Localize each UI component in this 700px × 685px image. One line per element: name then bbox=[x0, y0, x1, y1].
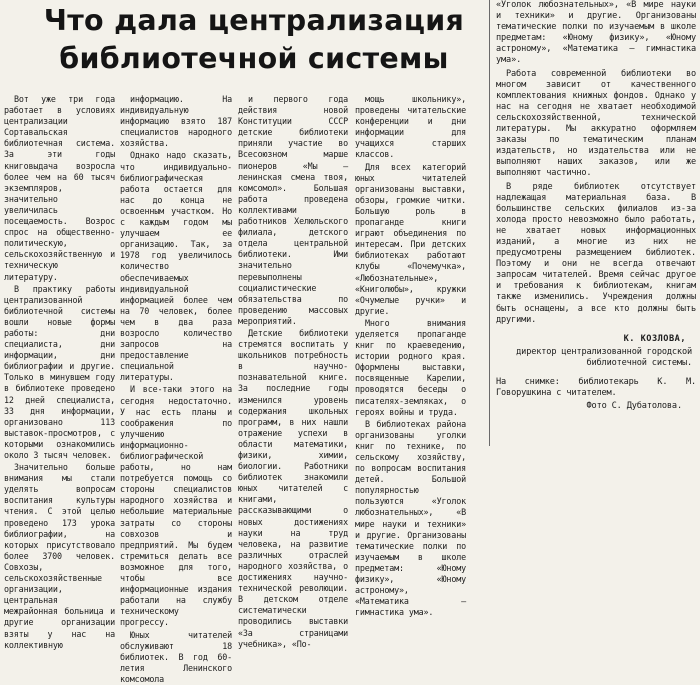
paragraph: Юных читателей обслуживают 18 библиотек. В год 60-летия Ленинского комсомола bbox=[120, 629, 232, 684]
paragraph: Однако надо сказать, что индивидуально-библиографическая работа остается для нас до конца не освоенным участком. Но с каждым годом мы улучшаем ее организацию. Так, за 1978 год увеличилось количество обеспечиваемых индивидуальной информацией более чем на 70 человек, более чем в два раза возросло количество запросов на предоставление специальной литературы. bbox=[120, 150, 232, 383]
paragraph: Много внимания уделяется пропаганде книг по краеведению, истории родного края. Оформлены выставки, посвященные Карелии, проводятся беседы о писателях-земляках, о героях войны и труда. bbox=[355, 317, 466, 417]
headline-line-2: библиотечной системы bbox=[59, 42, 449, 75]
paragraph: Работа современной библиотеки во многом зависит от качественного комплектования книжных фондов. Однако у нас на сегодня не хватает необходимой сельскохозяйственной, технической литературы. Мы аккуратно оформляем заказы по тематическим планам издательств, но издательства или не выполняют наших заказов, или же выполняют частично. bbox=[496, 68, 696, 179]
article-column-4 bbox=[355, 94, 466, 618]
article-headline bbox=[34, 2, 474, 78]
headline-line-1: Что дала централизация bbox=[43, 4, 465, 37]
article-column-1 bbox=[4, 94, 115, 650]
author-position: директор централизованной городской библиотечной системы. bbox=[516, 346, 692, 368]
paragraph: Значительно больше внимания мы стали уделять вопросам воспитания культуры чтения. С этой целью проведено 173 урока библиографии, на которых присутствовало более 3700 человек. Совхозы, сельскохозяйственные организации, центральная межрайонная больница и другие организации взяты у нас на коллективную bbox=[4, 462, 115, 650]
article-column-3 bbox=[238, 94, 348, 649]
paragraph: информацию. На индивидуальную информацию взято 187 специалистов народного хозяйства. bbox=[120, 94, 232, 149]
paragraph: В практику работы централизованной библиотечной системы вошли новые формы работы: дни специалиста, дни информации, дни библиографии и другие. Только в минувшем году в библиотеке проведено 12 дней специалиста, 33 дня информации, организовано 113 выставок-просмотров, с которыми ознакомились около 3 тысяч человек. bbox=[4, 283, 115, 460]
paragraph: И все-таки этого на сегодня недостаточно. У нас есть планы и соображения по улучшению информационно-библиографической работы, но нам потребуется помощь со стороны специалистов народного хозяйства и небольшие материальные затраты со стороны совхозов и предприятий. Мы будем стремиться делать все возможное для того, чтобы все информационные издания работали на службу техническому прогрессу. bbox=[120, 384, 232, 628]
paragraph: Для всех категорий юных читателей организованы выставки, обзоры, громкие читки. Большую роль в пропаганде книги играют объединения по интересам. При детских библиотеках работают клубы «Почемучка», «Любознательные», «Книголюбы», кружки «Очумелые ручки» и другие. bbox=[355, 161, 466, 316]
paragraph: Вот уже три года работает в условиях централизации Сортавальская библиотечная система. За эти годы книговыдача возросла более чем на 60 тысяч экземпляров, значительно увеличилась посещаемость. Возрос спрос на общественно-политическую, сельскохозяйственную и техническую литературу. bbox=[4, 94, 115, 282]
column-divider bbox=[489, 0, 490, 446]
paragraph-continued: «Уголок любознательных», «В мире науки и техники» и другие. Организованы тематические полки по изучаемым в школе предметам: «Юному физику», «Юному астроному», «Математика — гимнастика ума». bbox=[496, 0, 696, 66]
author-signature: К. КОЗЛОВА, bbox=[623, 333, 686, 344]
photo-caption: На снимке: библиотекарь К. М. Говорушкина с читателем. bbox=[496, 377, 696, 399]
article-column-2 bbox=[120, 94, 232, 684]
paragraph: мощь школьнику», проведены читательские конференции и дни информации для учащихся старших классов. bbox=[355, 94, 466, 160]
paragraph: Детские библиотеки стремятся воспитать у школьников потребность в научно-познавательной книге. За последние годы изменился уровень содержания школьных программ, в них нашли отражение успехи в области математики, физики, химии, биологии. Работники библиотек знакомили юных читателей с книгами, рассказывающими о новых достижениях науки на труд человека, на развитие различных отраслей народного хозяйства, о достижениях научно-технической революции. В детском отделе систематически проводились выставки «За страницами учебника», «По- bbox=[238, 327, 348, 649]
paragraph: и первого года действия новой Конституции СССР детские библиотеки приняли участие во Всесоюзном марше пионеров «Мы — ленинская смена твоя, комсомол». Большая работа проведена коллективами работников Хелюльского филиала, детского отдела центральной библиотеки. Ими значительно перевыполнены социалистические обязательства по проведению массовых мероприятий. bbox=[238, 94, 348, 326]
article-column-5 bbox=[496, 0, 696, 446]
paragraph: В библиотеках района организованы уголки книг по технике, по сельскому хозяйству, по вопросам воспитания детей. Большой популярностью пользуются «Уголок любознательных», «В мире науки и техники» и другие. Организованы тематические полки по изучаемым в школе предметам: «Юному физику», «Юному астроному», «Математика — гимнастика ума». bbox=[355, 418, 466, 618]
photo-credit: Фото С. Дубатолова. bbox=[586, 401, 682, 412]
paragraph: В ряде библиотек отсутствует надлежащая материальная база. В большинстве сельских филиалов из-за холода просто невозможно было работать, не хватает новых информационных изданий, а многие из них не предусмотрены размещением библиотек. Поэтому и они не всегда отвечают запросам читателей. Время сейчас другое и требования к библиотекам, книгам также изменились. Учреждения должны быть оснащены, а все кто должны быть другими. bbox=[496, 181, 696, 325]
